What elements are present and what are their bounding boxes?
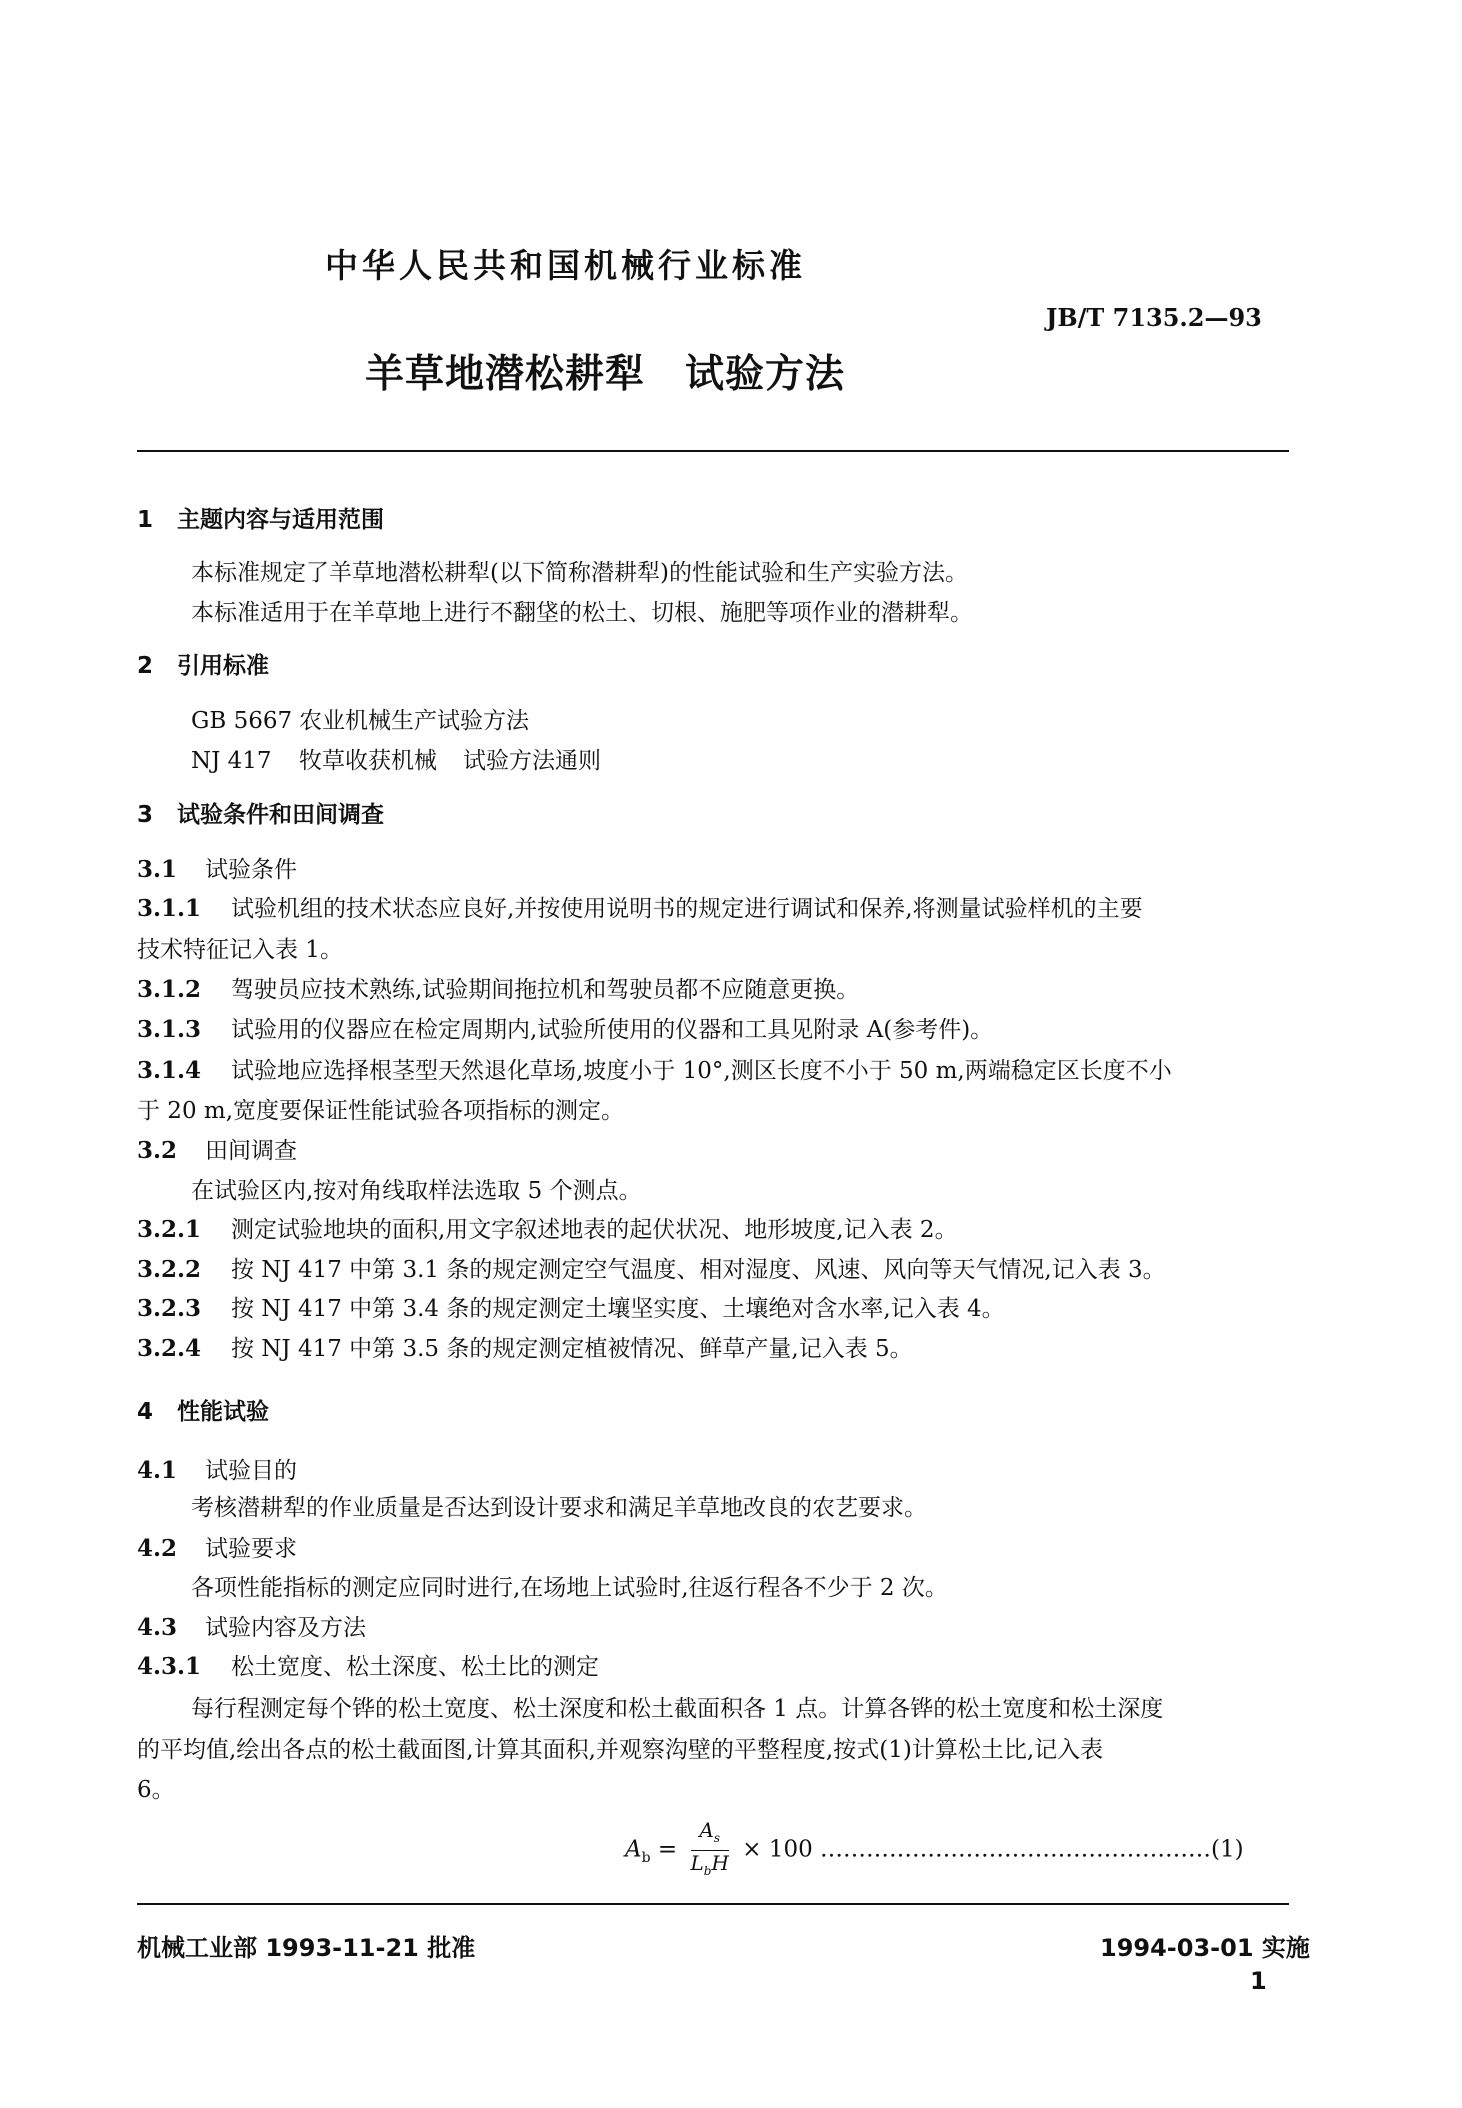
section-title: 主题内容与适用范围 bbox=[177, 507, 384, 533]
clause-3-2-4 bbox=[137, 1334, 913, 1364]
document-title bbox=[365, 343, 845, 399]
clause-number: 3.2.3 bbox=[137, 1295, 202, 1322]
section-number: 4 bbox=[137, 1399, 154, 1425]
reference-name: 牧草收获机械 bbox=[299, 748, 437, 774]
clause-3-2-3 bbox=[137, 1294, 1005, 1324]
reference-name-2: 试验方法通则 bbox=[463, 748, 601, 774]
clause-number: 3.1.4 bbox=[137, 1057, 202, 1084]
reference-item bbox=[191, 706, 529, 736]
section-number: 2 bbox=[137, 653, 154, 679]
clause-text: 按 NJ 417 中第 3.4 条的规定测定土壤坚实度、土壤绝对含水率,记入表 4。 bbox=[231, 1296, 1005, 1322]
clause-3-1-1 bbox=[137, 894, 1143, 924]
clause-number: 4.2 bbox=[137, 1535, 178, 1562]
paragraph: 本标准规定了羊草地潜松耕犁(以下简称潜耕犁)的性能试验和生产实验方法。 bbox=[191, 560, 968, 586]
title-part2: 试验方法 bbox=[685, 352, 846, 397]
numerator-symbol: A bbox=[699, 1818, 714, 1842]
paragraph: 在试验区内,按对角线取样法选取 5 个测点。 bbox=[191, 1178, 642, 1204]
formula-denominator bbox=[691, 1851, 729, 1883]
formula-fraction bbox=[691, 1818, 729, 1883]
page-number: 1 bbox=[1250, 1967, 1267, 1995]
clause-3-1-2 bbox=[137, 975, 859, 1005]
clause-text: 试验用的仪器应在检定周期内,试验所使用的仪器和工具见附录 A(参考件)。 bbox=[231, 1017, 994, 1043]
clause-text: 测定试验地块的面积,用文字叙述地表的起伏状况、地形坡度,记入表 2。 bbox=[231, 1217, 958, 1243]
clause-text: 按 NJ 417 中第 3.5 条的规定测定植被情况、鲜草产量,记入表 5。 bbox=[231, 1336, 913, 1362]
clause-3-1-1-cont: 技术特征记入表 1。 bbox=[137, 937, 343, 963]
clause-3-2-2 bbox=[137, 1255, 1166, 1285]
denominator-tail: H bbox=[711, 1851, 729, 1875]
formula-numerator bbox=[691, 1818, 729, 1851]
formula-lhs-sub: b bbox=[641, 1850, 651, 1867]
denominator-symbol: L bbox=[690, 1851, 704, 1875]
section-number: 3 bbox=[137, 802, 154, 828]
section-title: 引用标准 bbox=[177, 653, 269, 679]
denominator-sub: b bbox=[703, 1864, 712, 1878]
clause-number: 4.3.1 bbox=[137, 1653, 202, 1680]
formula-1: $A_b$ = $\frac{A_s}{L_bH}$ × 100 ……………………………………………(1) bbox=[625, 1818, 1244, 1883]
subsection-4-2 bbox=[137, 1534, 297, 1564]
implementation-text: 1994-03-01 实施 bbox=[1100, 1934, 1310, 1962]
section-4-heading bbox=[137, 1397, 269, 1427]
approval-text: 机械工业部 1993-11-21 批准 bbox=[137, 1934, 476, 1962]
subsection-4-1 bbox=[137, 1456, 297, 1486]
clause-title: 松土宽度、松土深度、松土比的测定 bbox=[231, 1654, 599, 1680]
clause-text: 按 NJ 417 中第 3.1 条的规定测定空气温度、相对湿度、风速、风向等天气情况,记入表 3。 bbox=[231, 1257, 1166, 1283]
clause-number: 3.1.1 bbox=[137, 895, 202, 922]
clause-title: 田间调查 bbox=[205, 1138, 297, 1164]
reference-item bbox=[191, 746, 601, 776]
formula-tail: × 100 ……………………………………………(1) bbox=[742, 1836, 1244, 1863]
paragraph: 考核潜耕犁的作业质量是否达到设计要求和满足羊草地改良的农艺要求。 bbox=[191, 1495, 927, 1521]
footer-rule bbox=[137, 1903, 1289, 1905]
subsection-3-2 bbox=[137, 1136, 297, 1166]
clause-number: 3.2.4 bbox=[137, 1335, 202, 1362]
section-3-heading bbox=[137, 800, 384, 830]
standard-code: JB/T 7135.2—93 bbox=[1046, 303, 1262, 332]
clause-title: 试验要求 bbox=[205, 1536, 297, 1562]
paragraph-cont: 的平均值,绘出各点的松土截面图,计算其面积,并观察沟壁的平整程度,按式(1)计算松土比,记入表 bbox=[137, 1737, 1104, 1763]
clause-text: 驾驶员应技术熟练,试验期间拖拉机和驾驶员都不应随意更换。 bbox=[231, 977, 860, 1003]
clause-number: 3.1 bbox=[137, 856, 178, 883]
clause-number: 3.2 bbox=[137, 1137, 178, 1164]
paragraph: 本标准适用于在羊草地上进行不翻垡的松土、切根、施肥等项作业的潜耕犁。 bbox=[191, 600, 973, 626]
paragraph-cont: 6。 bbox=[137, 1777, 175, 1803]
paragraph: 各项性能指标的测定应同时进行,在场地上试验时,往返行程各不少于 2 次。 bbox=[191, 1575, 948, 1601]
header-rule bbox=[137, 450, 1289, 452]
subsection-3-1 bbox=[137, 855, 297, 885]
clause-number: 3.1.2 bbox=[137, 976, 202, 1003]
organization-heading: 中华人民共和国机械行业标准 bbox=[325, 246, 806, 285]
reference-code: GB 5667 bbox=[191, 708, 293, 734]
reference-name: 农业机械生产试验方法 bbox=[299, 708, 529, 734]
clause-number: 3.2.1 bbox=[137, 1216, 202, 1243]
section-1-heading bbox=[137, 505, 384, 535]
section-title: 试验条件和田间调查 bbox=[177, 802, 384, 828]
title-part1: 羊草地潜松耕犁 bbox=[365, 352, 646, 397]
clause-title: 试验内容及方法 bbox=[205, 1615, 366, 1641]
reference-code: NJ 417 bbox=[191, 748, 272, 774]
clause-3-1-4 bbox=[137, 1056, 1172, 1086]
clause-text: 试验地应选择根茎型天然退化草场,坡度小于 10°,测区长度不小于 50 m,两端稳定区长度不小 bbox=[231, 1058, 1172, 1084]
clause-title: 试验条件 bbox=[205, 857, 297, 883]
section-number: 1 bbox=[137, 507, 154, 533]
clause-text: 试验机组的技术状态应良好,并按使用说明书的规定进行调试和保养,将测量试验样机的主要 bbox=[231, 896, 1143, 922]
numerator-sub: s bbox=[713, 1831, 721, 1845]
clause-number: 4.1 bbox=[137, 1457, 178, 1484]
clause-3-2-1 bbox=[137, 1215, 958, 1245]
clause-title: 试验目的 bbox=[205, 1458, 297, 1484]
clause-4-3-1 bbox=[137, 1652, 599, 1682]
clause-3-1-3 bbox=[137, 1015, 993, 1045]
clause-number: 3.1.3 bbox=[137, 1016, 202, 1043]
clause-number: 4.3 bbox=[137, 1614, 178, 1641]
paragraph: 每行程测定每个铧的松土宽度、松土深度和松土截面积各 1 点。计算各铧的松土宽度和松土深度 bbox=[191, 1696, 1164, 1722]
subsection-4-3 bbox=[137, 1613, 366, 1643]
clause-number: 3.2.2 bbox=[137, 1256, 202, 1283]
section-2-heading bbox=[137, 651, 269, 681]
clause-3-1-4-cont: 于 20 m,宽度要保证性能试验各项指标的测定。 bbox=[137, 1098, 625, 1124]
section-title: 性能试验 bbox=[177, 1399, 269, 1425]
formula-lhs: A bbox=[625, 1836, 642, 1863]
